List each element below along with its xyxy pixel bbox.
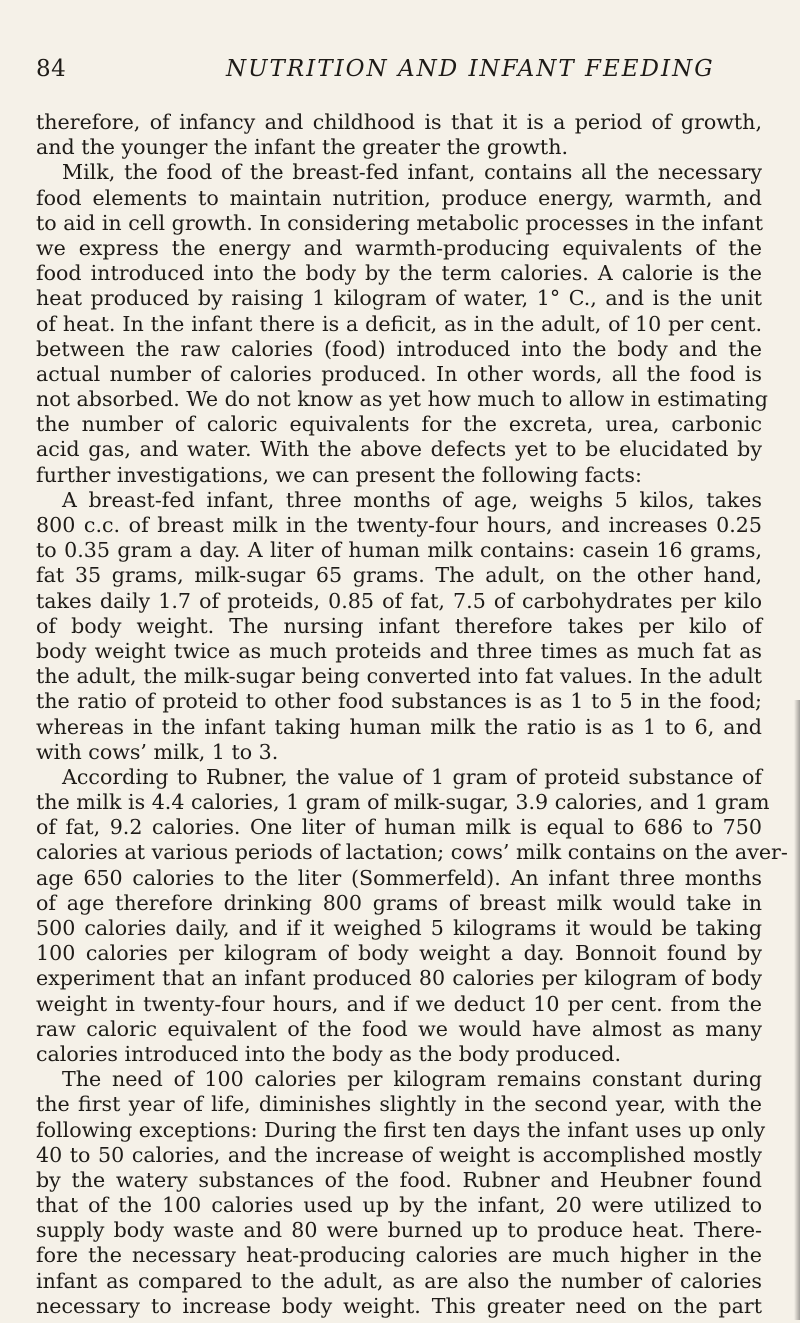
running-title: NUTRITION AND INFANT FEEDING: [226, 56, 715, 82]
paragraph: [36, 160, 768, 487]
page-edge-shadow: [794, 700, 800, 1320]
text-line: to aid in cell growth. In considering metabolic processes in the infant: [36, 210, 764, 235]
text-line: by the watery substances of the food. Rubner and Heubner found: [36, 1167, 762, 1192]
text-line: fore the necessary heat-producing calories are much higher in the: [36, 1243, 762, 1268]
text-line: experiment that an infant produced 80 calories per kilogram of body: [36, 966, 762, 991]
text-line: of body weight. The nursing infant therefore takes per kilo of: [36, 613, 762, 638]
text-line: 800 c.c. of breast milk in the twenty-four hours, and increases 0.25: [36, 513, 762, 537]
page-header: [36, 56, 764, 88]
text-line: between the raw calories (food) introduced into the body and the: [36, 336, 762, 361]
text-line: A breast-fed infant, three months of age, weighs 5 kilos, takes: [62, 487, 762, 512]
text-line: fat 35 grams, milk-sugar 65 grams. The adult, on the other hand,: [36, 563, 762, 588]
text-line: raw caloric equivalent of the food we would have almost as many: [36, 1016, 762, 1041]
text-line: whereas in the infant taking human milk the ratio is as 1 to 6, and: [36, 714, 762, 739]
text-line: the number of caloric equivalents for the excreta, urea, carbonic: [36, 412, 762, 437]
text-line: therefore, of infancy and childhood is that it is a period of growth,: [36, 110, 762, 134]
text-line: the milk is 4.4 calories, 1 gram of milk-sugar, 3.9 calories, and 1 gram: [36, 790, 770, 815]
text-line: we express the energy and warmth-producing equivalents of the: [36, 235, 762, 260]
text-line: body weight twice as much proteids and three times as much fat as: [36, 638, 762, 663]
text-line: food elements to maintain nutrition, produce energy, warmth, and: [36, 185, 762, 210]
text-line: further investigations, we can present the following facts:: [36, 462, 642, 487]
paragraph: [36, 764, 788, 1067]
text-line: following exceptions: During the first ten days the infant uses up only: [36, 1117, 766, 1142]
text-line: actual number of calories produced. In other words, all the food is: [36, 361, 762, 386]
text-line: of fat, 9.2 calories. One liter of human milk is equal to 686 to 750: [36, 815, 762, 840]
text-line: calories at various periods of lactation; cows’ milk contains on the aver-: [36, 840, 788, 865]
text-line: the ratio of proteid to other food substances is as 1 to 5 in the food;: [36, 689, 762, 714]
paragraph: [36, 110, 762, 160]
text-line: that of the 100 calories used up by the infant, 20 were utilized to: [36, 1193, 762, 1218]
page-number: 84: [36, 56, 67, 82]
text-line: of age therefore drinking 800 grams of breast milk would take in: [36, 890, 762, 915]
text-line: the first year of life, diminishes slightly in the second year, with the: [36, 1092, 762, 1117]
text-line: weight in twenty-four hours, and if we deduct 10 per cent. from the: [36, 991, 762, 1016]
text-line: Milk, the food of the breast-fed infant, contains all the necessary: [62, 160, 762, 185]
text-line: necessary to increase body weight. This greater need on the part: [36, 1293, 762, 1318]
text-line: to 0.35 gram a day. A liter of human milk contains: casein 16 grams,: [36, 538, 762, 563]
text-line: calories introduced into the body as the body produced.: [36, 1041, 622, 1066]
text-line: of heat. In the infant there is a deficit, as in the adult, of 10 per cent.: [36, 311, 762, 336]
text-line: with cows’ milk, 1 to 3.: [36, 739, 279, 764]
text-line: 40 to 50 calories, and the increase of weight is accomplished mostly: [36, 1142, 762, 1167]
text-line: heat produced by raising 1 kilogram of water, 1° C., and is the unit: [36, 286, 762, 311]
text-line: infant as compared to the adult, as are also the number of calories: [36, 1268, 762, 1293]
text-line: food introduced into the body by the term calories. A calorie is the: [36, 261, 762, 286]
paragraph: [36, 488, 762, 765]
text-line: The need of 100 calories per kilogram remains constant during: [62, 1067, 762, 1092]
text-line: takes daily 1.7 of proteids, 0.85 of fat, 7.5 of carbohydrates per kilo: [36, 588, 762, 613]
text-line: supply body waste and 80 were burned up to produce heat. There-: [36, 1218, 762, 1243]
text-line: the adult, the milk-sugar being converted into fat values. In the adult: [36, 664, 762, 689]
paragraph: [36, 1067, 766, 1319]
text-line: 100 calories per kilogram of body weight a day. Bonnoit found by: [36, 941, 762, 966]
text-line: not absorbed. We do not know as yet how much to allow in estimating: [36, 387, 768, 412]
text-line: and the younger the infant the greater the growth.: [36, 135, 568, 160]
text-line: According to Rubner, the value of 1 gram of proteid substance of: [62, 764, 762, 789]
text-line: 500 calories daily, and if it weighed 5 kilograms it would be taking: [36, 916, 762, 940]
text-line: acid gas, and water. With the above defects yet to be elucidated by: [36, 437, 762, 462]
body-text: [36, 110, 788, 1319]
text-line: age 650 calories to the liter (Sommerfeld). An infant three months: [36, 865, 762, 890]
